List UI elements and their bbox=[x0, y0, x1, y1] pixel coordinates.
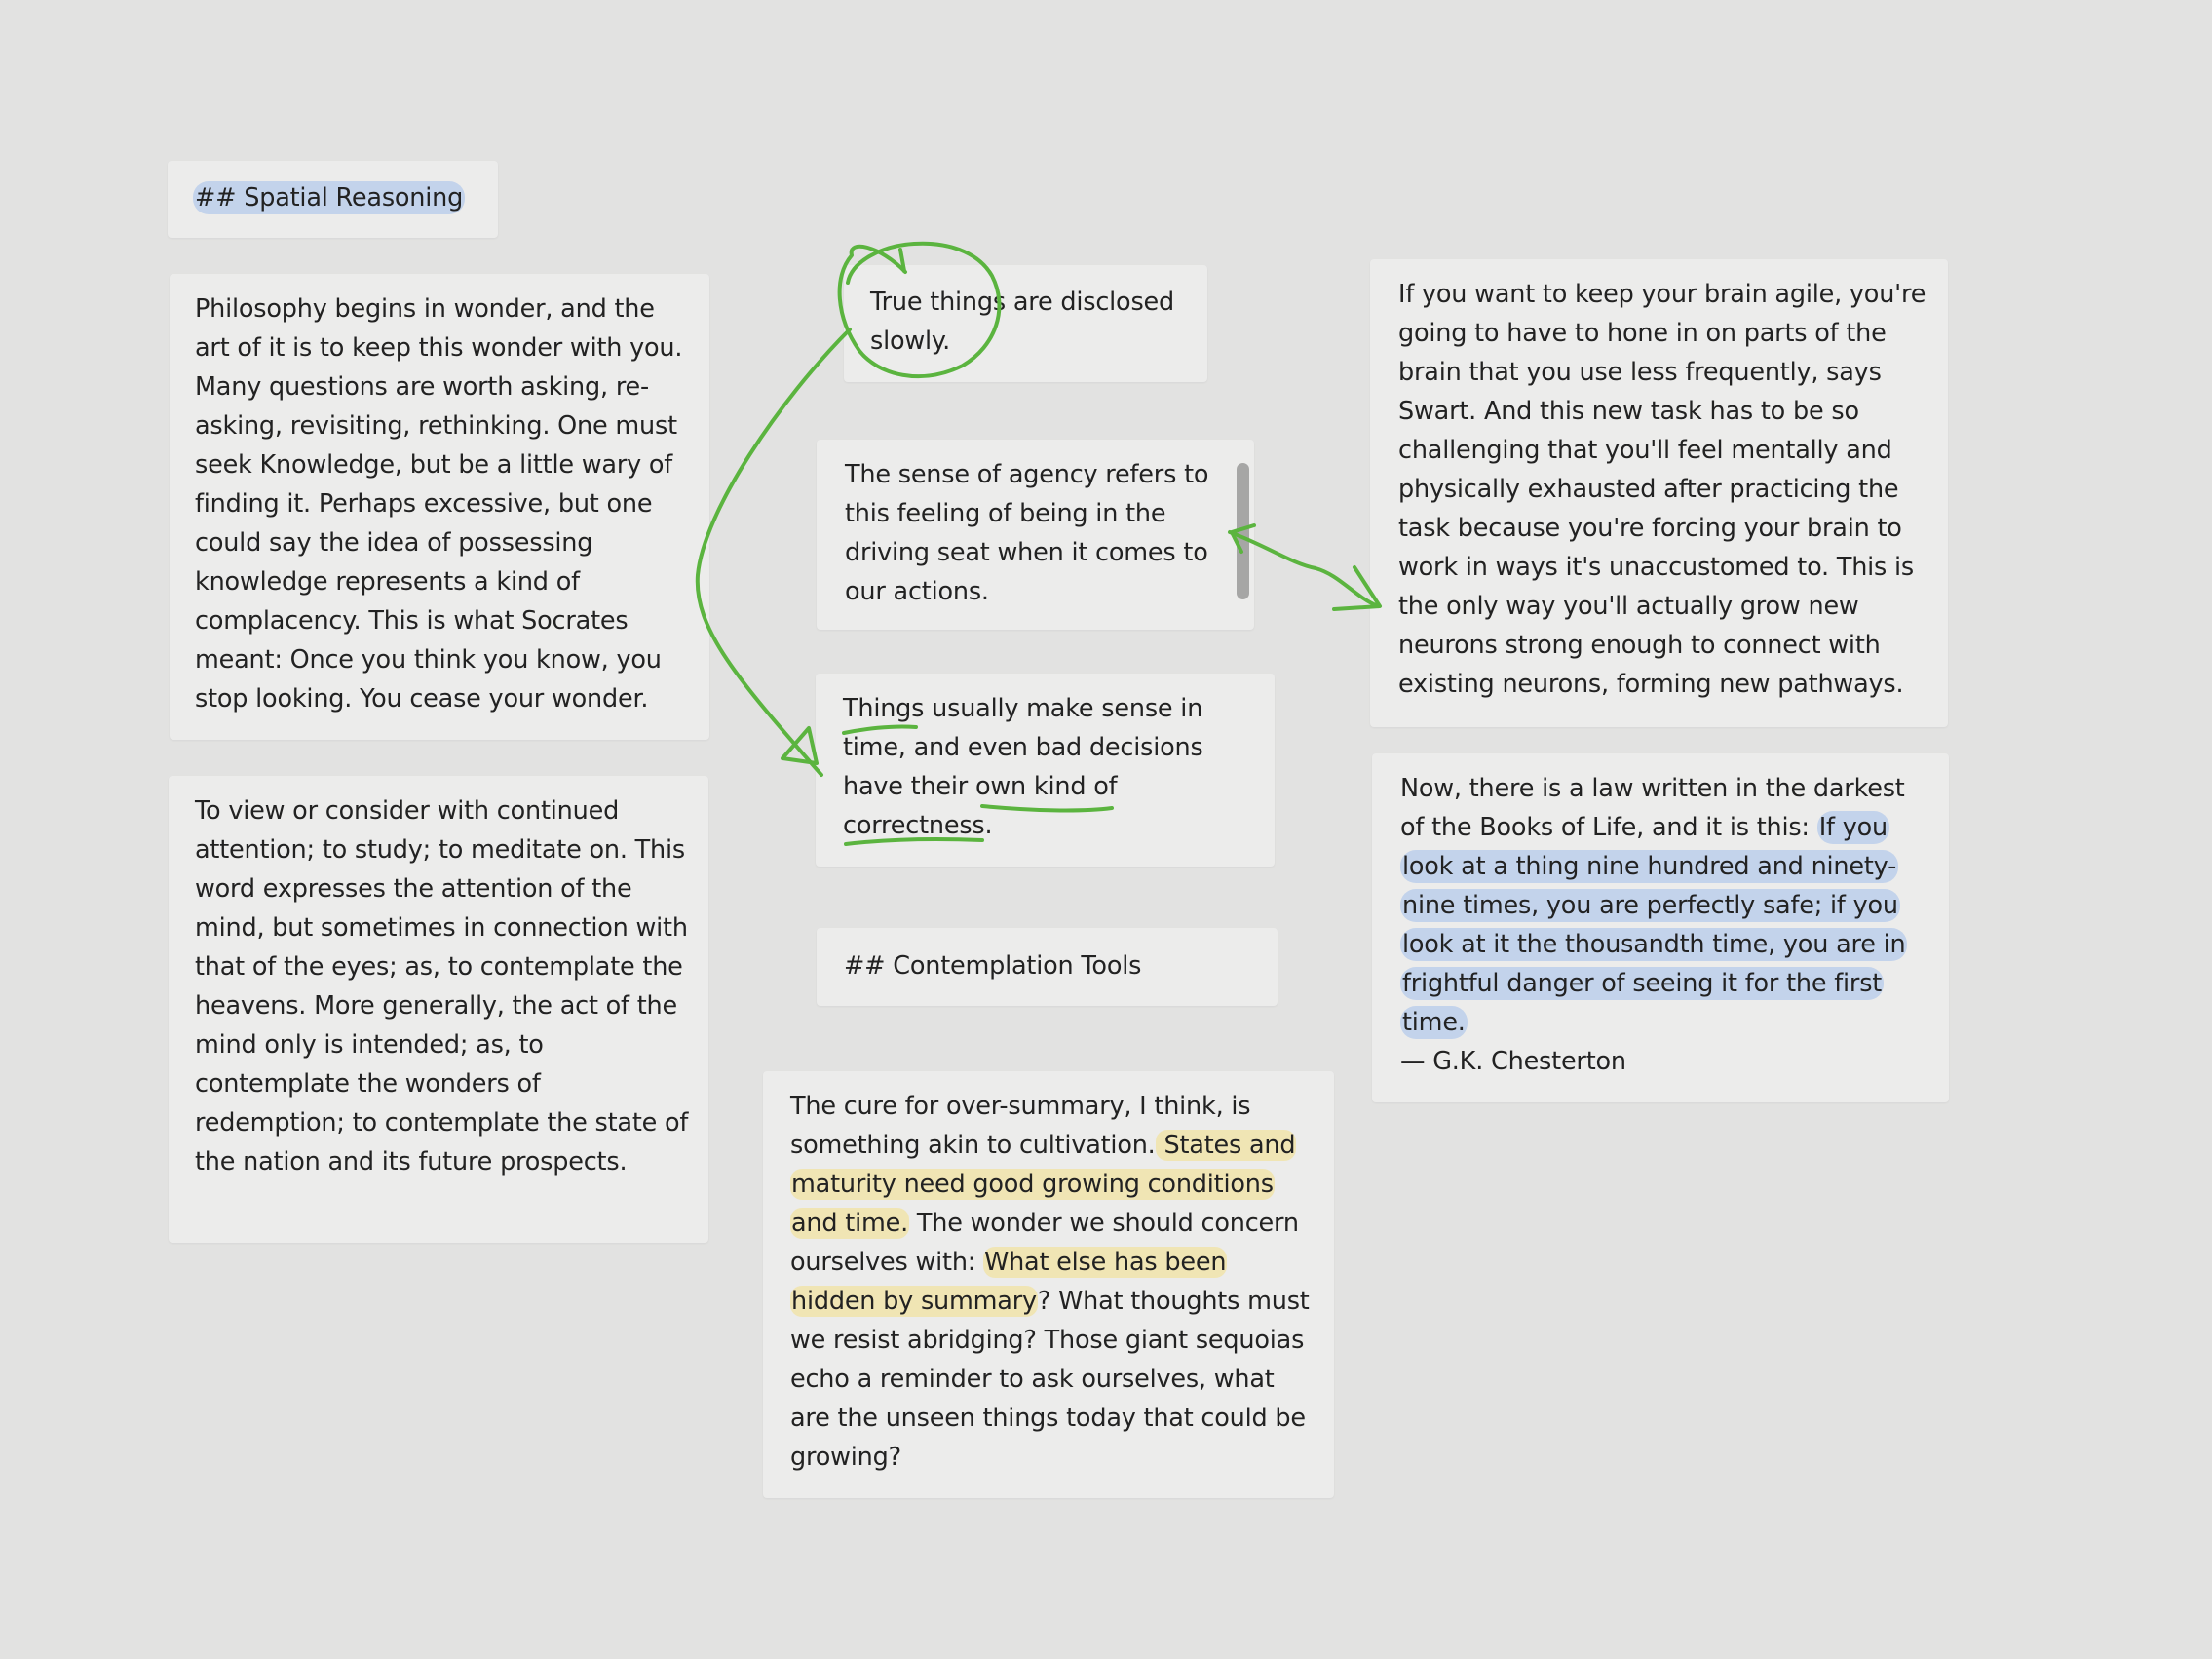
text-own-kind-of: own kind of bbox=[975, 772, 1118, 801]
true-things-note-text: True things are disclosed slowly. bbox=[870, 288, 1175, 356]
agency-note-text: The sense of agency refers to this feeling of being in the driving seat when it comes to our actions. bbox=[845, 460, 1209, 606]
cure-note-card[interactable] bbox=[763, 1071, 1334, 1498]
agency-note-card[interactable] bbox=[817, 440, 1254, 630]
cure-note-text: The cure for over-summary, I think, is something akin to cultivation. States and maturity need good growing conditions and time. The wonder we should concern ourselves with: What else has been hidden by summary? What thoughts must we resist abridging? Those giant sequoias echo a reminder to ask ourselves, what are the unseen things today that could be growing? bbox=[790, 1092, 1310, 1472]
brain-agility-note-card[interactable] bbox=[1370, 259, 1948, 727]
philosophy-note-text: Philosophy begins in wonder, and the art of it is to keep this wonder with you. Many questions are worth asking, re-asking, revisiting, rethinking. One must seek Knowledge, but be a little wary of finding it. Perhaps excessive, but one could say the idea of possessing knowledge represents a kind of complacency. This is what Socrates meant: Once you think you know, you stop looking. You cease your wonder. bbox=[195, 294, 683, 714]
highlight-states-and-maturity: States and maturity need good growing conditions and time. bbox=[791, 1131, 1296, 1238]
brain-agility-note-text: If you want to keep your brain agile, you're going to have to hone in on parts of the brain that you use less frequently, says Swart. And this new task has to be so challenging that you'll feel mentally and physically exhausted after practicing the task because you're forcing your brain to work in ways it's unaccustomed to. This is the only way you'll actually grow new neurons strong enough to connect with existing neurons, forming new pathways. bbox=[1398, 280, 1926, 699]
spatial-reasoning-heading: ## Spatial Reasoning bbox=[195, 183, 464, 212]
ink-arrowhead-things-sense bbox=[782, 728, 817, 763]
philosophy-note-card[interactable] bbox=[170, 274, 709, 740]
contemplate-definition-text: To view or consider with continued attention; to study; to meditate on. This word expresses the attention of the mind, but sometimes in connection with that of the eyes; as, to contemplate the heavens. More generally, the act of the mind only is intended; as, to contemplate the wonders of redemption; to contemplate the state of the nation and its future prospects. bbox=[195, 796, 689, 1177]
chesterton-quote-card[interactable] bbox=[1372, 753, 1949, 1102]
contemplation-tools-heading: ## Contemplation Tools bbox=[844, 951, 1142, 981]
things-sense-note-text: Things usually make sense in time, and even bad decisions have their own kind of correctness. bbox=[843, 694, 1203, 840]
text-things: Things bbox=[843, 694, 925, 723]
chesterton-attribution: — G.K. Chesterton bbox=[1400, 1047, 1626, 1076]
highlight-hidden-by-summary: What else has been hidden by summary bbox=[791, 1248, 1227, 1316]
true-things-note-card[interactable] bbox=[844, 265, 1207, 382]
chesterton-quote-text: Now, there is a law written in the darkest of the Books of Life, and it is this: If you look at a thing nine hundred and ninety-nine times, you are perfectly safe; if you look at it the thousandth time, you are in frightful danger of seeing it for the first time. bbox=[1400, 774, 1906, 1037]
contemplate-definition-card[interactable] bbox=[169, 776, 708, 1243]
spatial-reasoning-heading-card[interactable] bbox=[168, 161, 498, 238]
things-sense-note-card[interactable] bbox=[816, 674, 1275, 867]
text-correctness: correctness bbox=[843, 811, 985, 840]
highlight-thousandth-time: If you look at a thing nine hundred and ninety-nine times, you are perfectly safe; if you look at it the thousandth time, you are in frightful danger of seeing it for the first time. bbox=[1402, 813, 1906, 1037]
scrollbar-thumb[interactable] bbox=[1237, 463, 1249, 599]
contemplation-tools-heading-card[interactable] bbox=[817, 928, 1278, 1006]
